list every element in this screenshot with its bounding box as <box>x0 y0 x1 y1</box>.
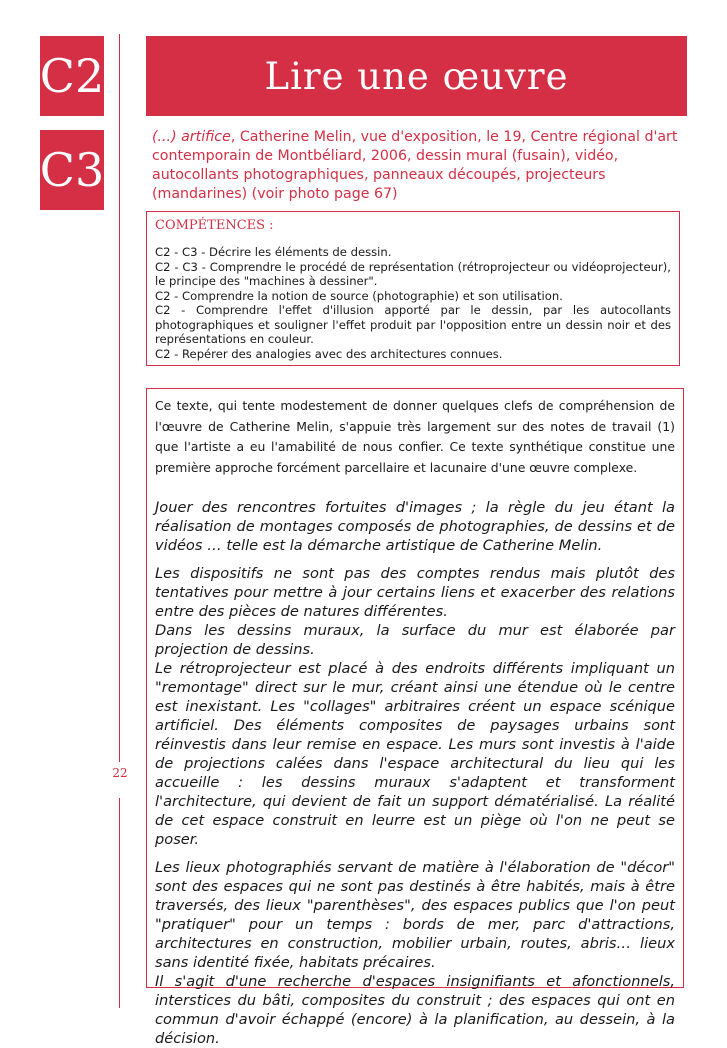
skill-item: C2 - Comprendre la notion de source (photographie) et son utilisation. <box>155 288 563 303</box>
margin-rule-top <box>119 34 120 762</box>
paragraph-2 <box>155 564 675 849</box>
paragraph-line: Les dispositifs ne sont pas des comptes rendus mais plutôt des tentatives pour mettre à jour certains liens et exacerber des relations entre des pièces de natures différentes. <box>155 565 675 620</box>
caption-details: , Catherine Melin, vue d'exposition, le 19, Centre régional d'art contemporain de Montbéliard, 2006, dessin mural (fusain), vidéo, autocollants photographiques, panneaux découpés, projecteurs (mandarines) (voir photo page 67) <box>152 129 678 202</box>
skill-item: C2 - Comprendre l'effet d'illusion apporté par le dessin, par les autocollants photographiques et souligner l'effet produit par l'opposition entre un dessin noir et des représentations en couleur. <box>155 303 671 346</box>
cycle-badge-c2: C2 <box>40 36 104 116</box>
margin-rule-bottom <box>119 798 120 1008</box>
artwork-caption <box>152 128 682 204</box>
caption-title: (...) artifice <box>152 129 231 145</box>
skill-item: C2 - C3 - Décrire les éléments de dessin. <box>155 245 392 259</box>
skills-box <box>146 211 680 366</box>
intro-text: Ce texte, qui tente modestement de donner quelques clefs de compréhension de l'œuvre de Catherine Melin, s'appuie très largement sur des notes de travail (1) que l'artiste a eu l'amabilité de nous confier. Ce texte synthétique constitue une première approche forcément parcellaire et lacunaire d'une œuvre complexe. <box>155 398 675 475</box>
main-text-box <box>146 388 684 1047</box>
paragraph-line: Le rétroprojecteur est placé à des endroits différents impliquant un "remontage" direct sur le mur, créant ainsi une étendue où le centre est inexistant. Les "collages" arbitraires créent un espace scénique artificiel. Des éléments composites de paysages urbains sont réinvestis dans leur remise en espace. Les murs sont investis à l'aide de projections calées dans l'espace architectural du lieu qui les accueille : les dessins muraux s'adaptent et transforment l'architecture, qui devient de fait un support dématérialisé. La réalité de cet espace construit en leurre est un piège où l'on ne peut se poser. <box>155 660 675 848</box>
skills-title: COMPÉTENCES : <box>155 218 274 233</box>
paragraph-line: Il s'agit d'une recherche d'espaces insignifiants et afonctionnels, interstices du bâti, composites du construit ; des espaces qui ont en commun d'avoir échappé (encore) à la planification, au dessein, à la décision. <box>155 973 675 1047</box>
paragraph-line: Les lieux photographiés servant de matière à l'élaboration de "décor" sont des espaces qui ne sont pas destinés à être habités, mais à être traversés, des lieux "parenthèses", des espaces publics que l'on peut "pratiquer" pour un temps : bords de mer, parc d'attractions, architectures en construction, mobilier urbain, routes, abris… lieux sans identité fixée, habitats précaires. <box>155 859 675 971</box>
skill-item: C2 - Repérer des analogies avec des architectures connues. <box>155 346 503 361</box>
cycle-badge-c3: C3 <box>40 130 104 210</box>
paragraph-line: Dans les dessins muraux, la surface du mur est élaborée par projection de dessins. <box>155 622 675 658</box>
paragraph-3 <box>155 858 675 1048</box>
skill-item: C2 - C3 - Comprendre le procédé de représentation (rétroprojecteur ou vidéoprojecteur), le principe des "machines à dessiner". <box>155 259 671 288</box>
page-number: 22 <box>112 766 128 780</box>
page-title: Lire une œuvre <box>146 36 687 116</box>
paragraph-line: Jouer des rencontres fortuites d'images ; la règle du jeu étant la réalisation de montages composés de photographies, de dessins et de vidéos … telle est la démarche artistique de Catherine Melin. <box>155 499 675 554</box>
paragraph-1 <box>155 498 675 555</box>
